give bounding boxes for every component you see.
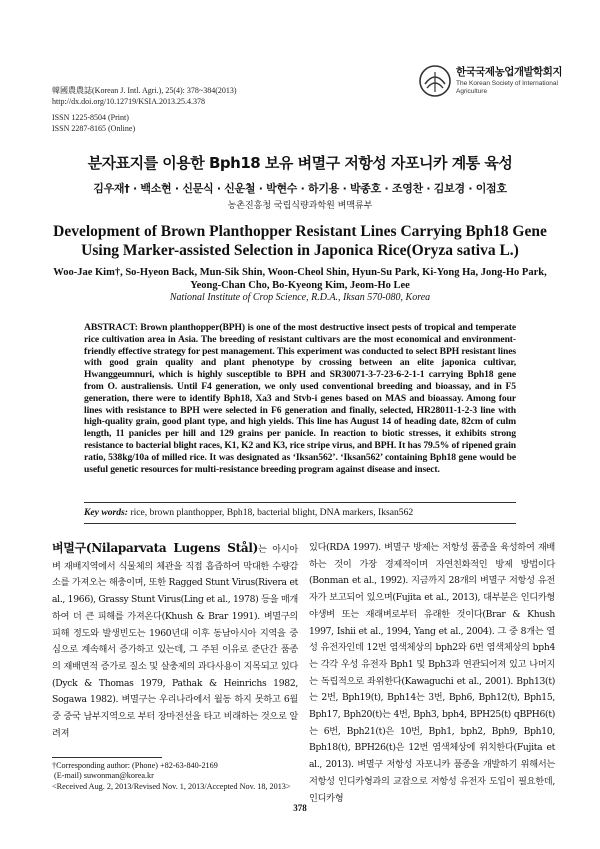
doi-link[interactable]: http://dx.doi.org/10.12719/KSIA.2013.25.4.378 <box>52 97 205 106</box>
body-lead-term: 벼멸구(Nilaparvata Lugens Stål) <box>52 541 258 555</box>
body-column-left <box>52 540 298 742</box>
keywords <box>84 507 516 519</box>
society-logo <box>418 62 568 108</box>
abstract-divider <box>84 502 516 503</box>
footnote-received: <Received Aug. 2, 2013/Revised Nov. 1, 2013/Accepted Nov. 18, 2013> <box>52 781 291 791</box>
society-name-en <box>456 80 558 96</box>
body-column-right <box>309 540 555 804</box>
society-name-ko: 한국국제농업개발학회지 <box>456 66 563 78</box>
journal-citation: 韓國農農誌(Korean J. Intl. Agri.), 25(4): 378~384(2013) <box>52 86 237 95</box>
footnote-email: (E-mail) suwonman@korea.kr <box>54 771 154 781</box>
society-name-en-line2: Agriculture <box>456 88 488 95</box>
abstract: ABSTRACT: Brown planthopper(BPH) is one of the most destructive insect pests of tropical and temperate rice cultivation area in Asia. The breeding of resistant cultivars are the most economical and environment-friendly effective strategy for pest management. This experiment was conducted to select BPH resistant lines with good grain quality and plant phenotype by crossing between an elite japonica cultivar, Hwanggeumnuri, which is highly susceptible to BPH and SR30071-3-7-23-6-2-1-1 carrying Bph18 gene from O. australiensis. Until F4 generation, we only used conventional breeding and bioassay, and in F5 generation, there were to identify Bph18, Xa3 and Stvb-i genes based on MAS and bioassay. Among four lines with resistance to BPH were selected in F6 generation and finally, selected, HR28011-1-2-3 line with high-quality grain, good plant type, and high yields. This line has August 14 of heading date, 82cm of culm length, 11 panicles per hill and 129 grains per panicle. In reaction to biotic stresses, it exhibits strong resistance to bacterial blight races, K1, K2 and K3, rice stripe virus, and BPH. It has 79.5% of ripened grain ratio, 538kg/10a of milled rice. It was designated as ‘Iksan562’. ‘Iksan562’ containing Bph18 gene would be useful genetic resources for multi-resistance breeding program against disease and insect. <box>84 322 516 475</box>
issn-print: ISSN 1225-8504 (Print) <box>52 113 129 122</box>
footnotes <box>52 761 312 792</box>
title-english <box>40 222 560 260</box>
issn-online: ISSN 2287-8165 (Online) <box>52 124 136 133</box>
footnote-divider <box>52 757 162 758</box>
page-number: 378 <box>293 803 307 813</box>
keywords-divider <box>84 523 516 524</box>
authors-english-line1: Woo-Jae Kim†, So-Hyeon Back, Mun-Sik Shin, Woon-Cheol Shin, Hyun-Su Park, Ki-Yong Ha, Jong-Ho Park, <box>53 267 547 278</box>
body-left-text: 는 아시아 벼 재배지역에서 식물체의 체관을 직접 흡즙하여 막대한 수량감소를 가져오는 해충이며, 또한 Ragged Stunt Virus(Rivera et al., 1966), Grassy Stunt Virus(Ling et al., 1978) 등을 매개하여 더 큰 피해를 가져온다(Khush & Brar 1991). 벼멸구의 피해 정도와 발생빈도는 1960년대 이후 동남아시아 지역을 중심으로 계속해서 증가하고 있는데, 그 주된 이유로 준단간 품종의 재배면적 증가로 질소 및 살충제의 과다사용이 지목되고 있다(Dyck & Thomas 1979, Pathak & Heinrichs 1982, Sogawa 1982). 벼멸구는 우리나라에서 월동 하지 못하고 6월 중 중국 남부지역으로 부터 장마전선을 타고 비래하는 것으로 알려져 <box>52 544 299 739</box>
affiliation-english: National Institute of Crop Science, R.D.A., Iksan 570-080, Korea <box>169 292 431 303</box>
title-english-line1: Development of Brown Planthopper Resistant Lines Carrying Bph18 Gene <box>53 223 547 240</box>
body-right-text: 있다(RDA 1997). 벼멸구 방제는 저항성 품종을 육성하여 재배하는 것이 가장 경제적이며 자연친화적인 방제 방법이다(Bonman et al., 1992). 지금까지 28개의 벼멸구 저항성 유전자가 보고되어 있으며(Fujita et al., 2013), 대부분은 인디카형 야생벼 또는 재래벼로부터 유래한 것이다(Brar & Khush 1997, Ishii et al., 1994, Yang et al., 2004). 그 중 8개는 열성 유전자인데 12번 염색체상의 bph2와 6번 염색체상의 bph4는 각각 우성 유전자 Bph1 및 Bph3과 연관되어져 있고 나머지는 독립적으로 좌위한다(Kawaguchi et al., 2001). Bph13(t)는 2번, Bph19(t), Bph14는 3번, Bph6, Bph12(t), Bph15, Bph17, Bph20(t)는 4번, Bph3, bph4, BPH25(t) qBPH6(t)는 6번, Bph21(t)은 10번, Bph1, bph2, Bph9, Bph10, Bph18(t), BPH26(t)은 12번 염색체상에 위치한다(Fujita et al., 2013). 벼멸구 저항성 자포니카 품종을 개발하기 위해서는 저항성 인디카형과의 교잡으로 저항성 유전자 도입이 필요한데, 인디카형 <box>309 542 555 804</box>
society-name-en-line1: The Korean Society of International <box>456 80 558 87</box>
society-logo-icon <box>418 64 452 98</box>
authors-english <box>40 266 560 292</box>
affiliation-korean: 농촌진흥청 국립식량과학원 벼맥류부 <box>227 201 373 211</box>
title-korean: 분자표지를 이용한 Bph18 보유 벼멸구 저항성 자포니카 계통 육성 <box>87 154 513 172</box>
footnote-corresponding: †Corresponding author: (Phone) +82-63-840-2169 <box>52 761 218 770</box>
authors-korean: 김우재† · 백소현 · 신문식 · 신운철 · 박현수 · 하기용 · 박종호 · 조영찬 · 김보경 · 이점호 <box>93 182 507 195</box>
keywords-label: Key words: <box>84 507 128 518</box>
title-english-line2: Using Marker-assisted Selection in Japonica Rice(Oryza sativa L.) <box>81 242 519 259</box>
keywords-list: rice, brown planthopper, Bph18, bacterial blight, DNA markers, Iksan562 <box>130 507 414 518</box>
authors-english-line2: Yeong-Chan Cho, Bo-Kyeong Kim, Jeom-Ho Lee <box>190 280 410 291</box>
